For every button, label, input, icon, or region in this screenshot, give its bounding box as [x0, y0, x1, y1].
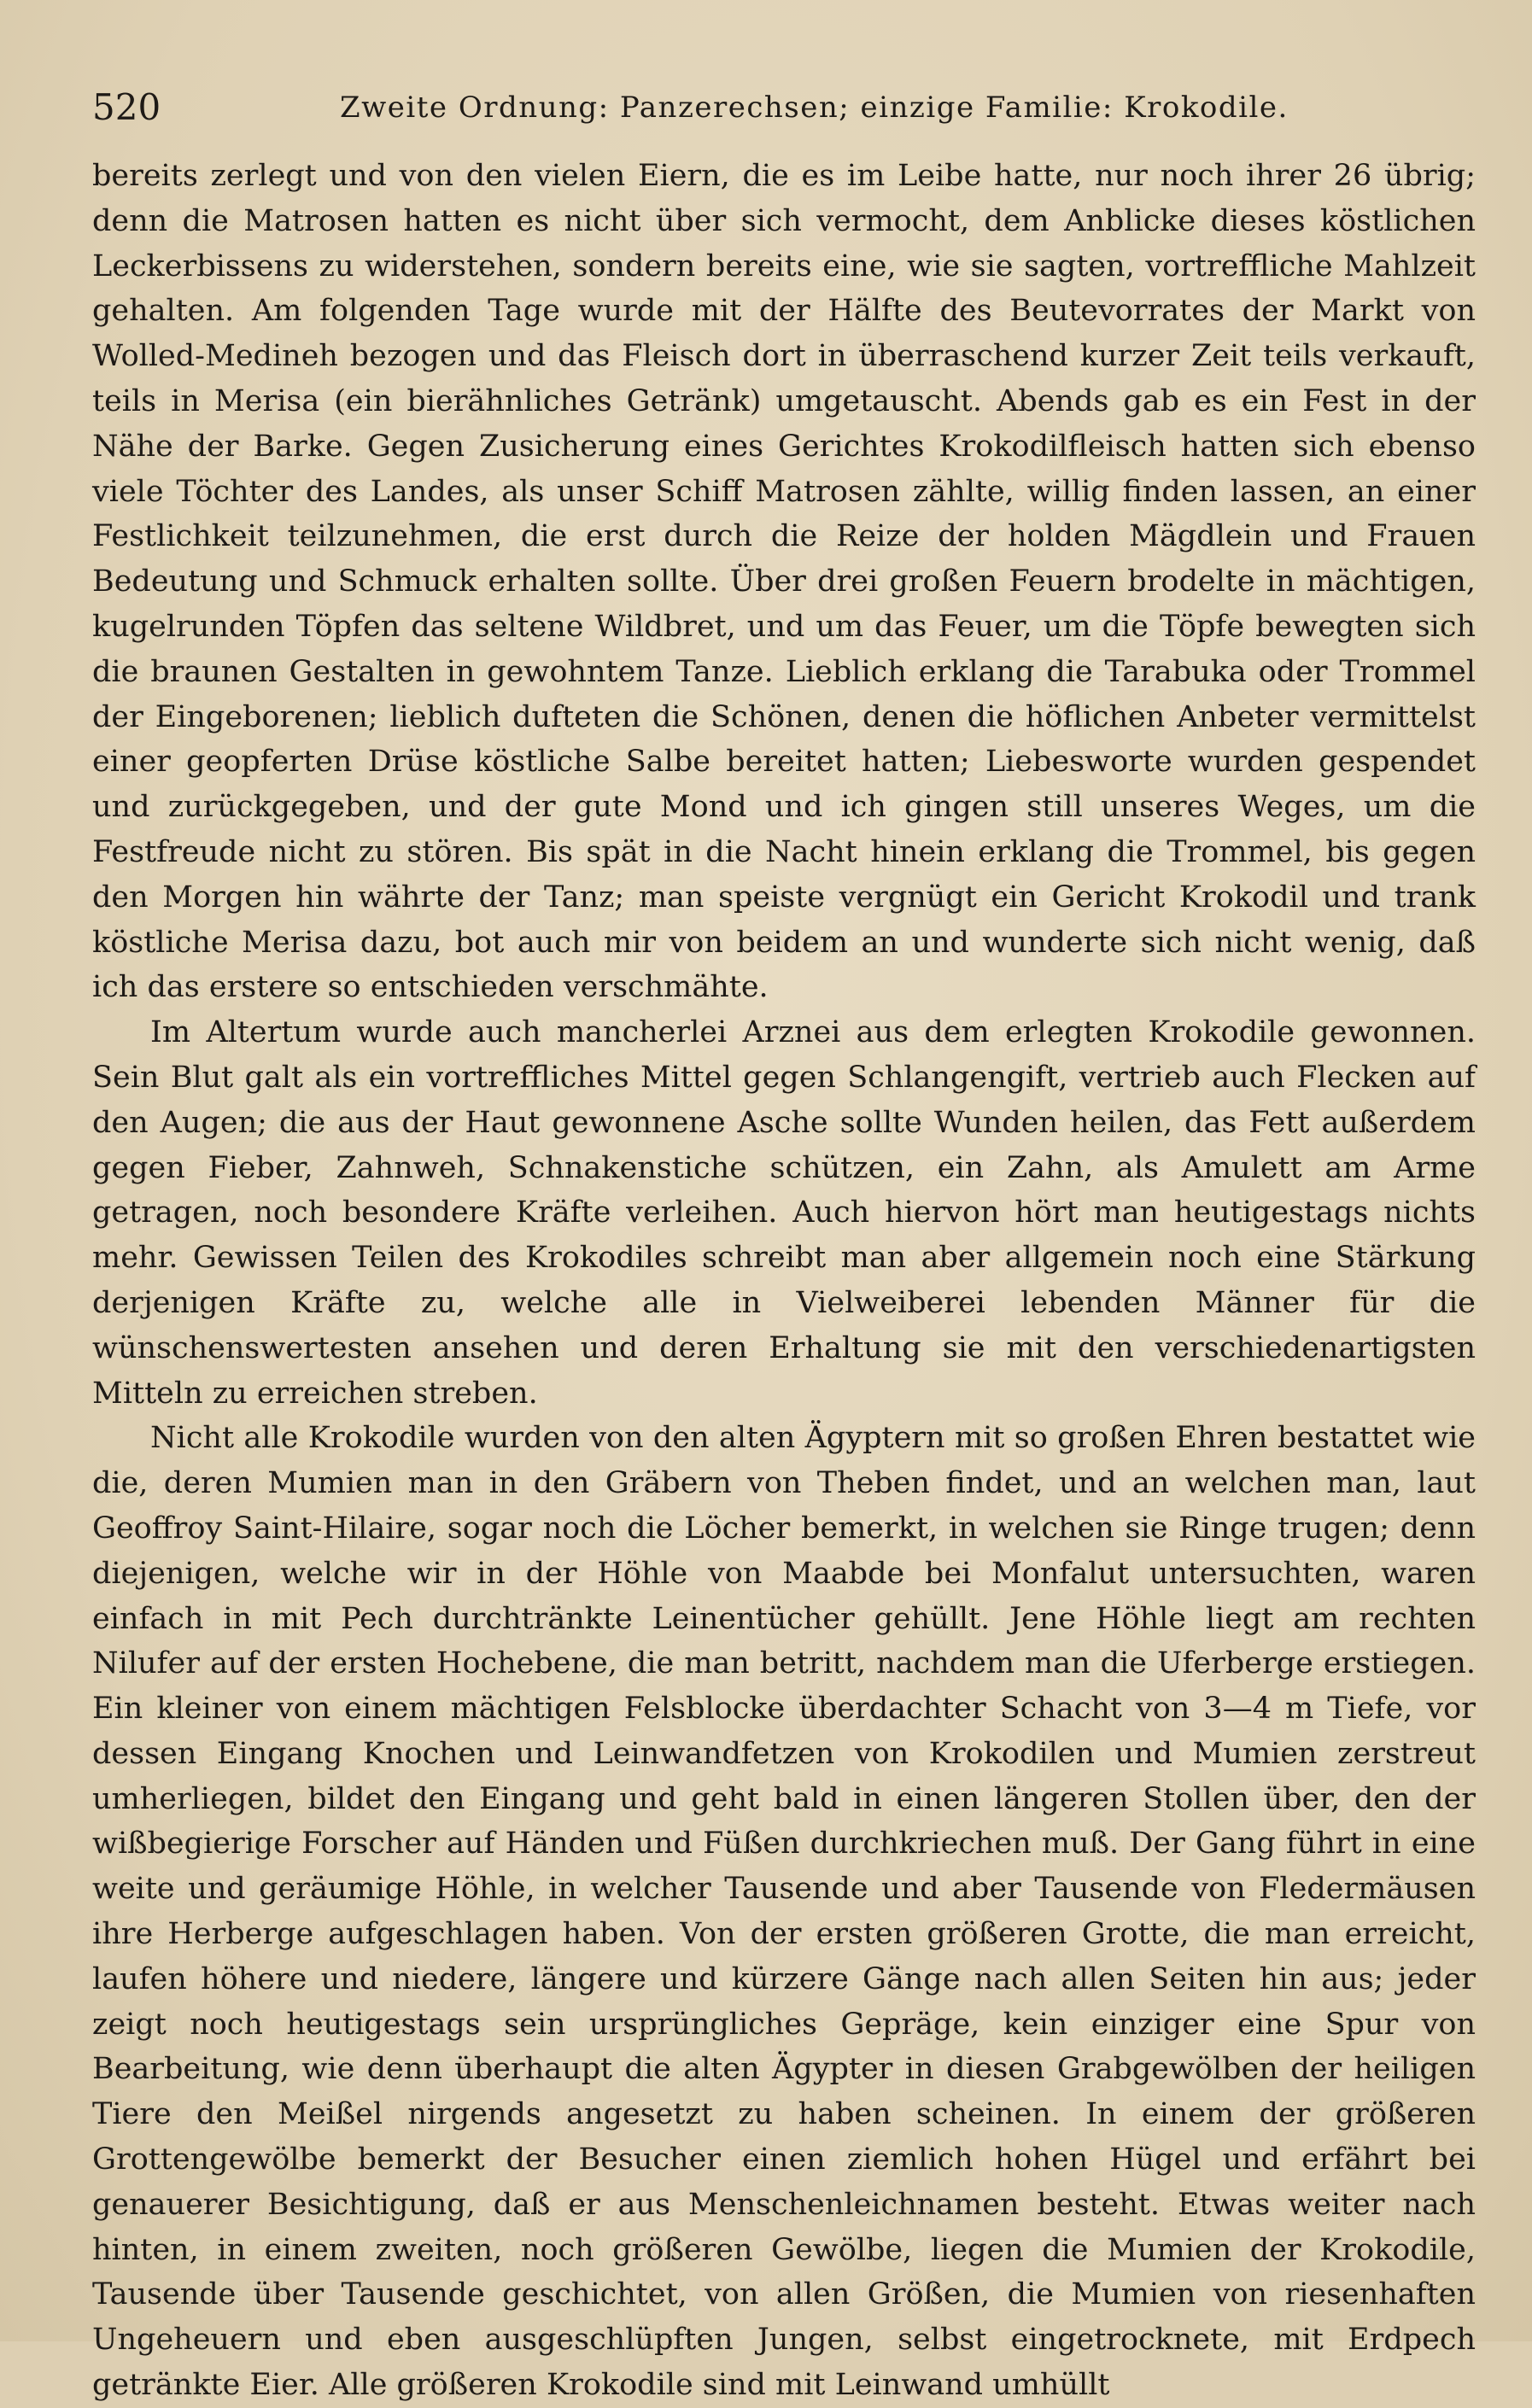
page-number: 520 — [92, 86, 161, 128]
running-head — [92, 82, 1476, 133]
paragraph-mummies: Nicht alle Krokodile wurden von den alten Ägyptern mit so großen Ehren bestattet wie die, deren Mumien man in den Gräbern von Theben findet, und an welchen man, laut Geoffroy Saint-Hilaire, sogar noch die Löcher bemerkt, in welchen sie Ringe trugen; denn diejenigen, welche wir in der Höhle von Maabde bei Monfalut untersuchten, waren einfach in mit Pech durchtränkte Leinentücher gehüllt. Jene Höhle liegt am rechten Nilufer auf der ersten Hochebene, die man betritt, nachdem man die Uferberge erstiegen. Ein kleiner von einem mächtigen Felsblocke überdachter Schacht von 3—4 m Tiefe, vor dessen Eingang Knochen und Leinwandfetzen von Krokodilen und Mumien zerstreut umherliegen, bildet den Eingang und geht bald in einen längeren Stollen über, den der wißbegierige Forscher auf Händen und Füßen durchkriechen muß. Der Gang führt in eine weite und geräumige Höhle, in welcher Tausende und aber Tausende von Fledermäusen ihre Herberge aufgeschlagen haben. Von der ersten größeren Grotte, die man erreicht, laufen höhere und niedere, längere und kürzere Gänge nach allen Seiten hin aus; jeder zeigt noch heutigestags sein ursprüngliches Gepräge, kein einziger eine Spur von Bearbeitung, wie denn überhaupt die alten Ägypter in diesen Grabgewölben der heiligen Tiere den Meißel nirgends angesetzt zu haben scheinen. In einem der größeren Grottengewölbe bemerkt der Besucher einen ziemlich hohen Hügel und erfährt bei genauerer Besichtigung, daß er aus Menschenleichnamen besteht. Etwas weiter nach hinten, in einem zweiten, noch größeren Gewölbe, liegen die Mumien der Krokodile, Tausende über Tausende geschichtet, von allen Größen, die Mumien von riesenhaften Ungeheuern und eben ausgeschlüpften Jungen, selbst eingetrocknete, mit Erdpech getränkte Eier. Alle größeren Krokodile sind mit Leinwand umhüllt — [92, 1421, 1476, 2403]
running-title: Zweite Ordnung: Panzerechsen; einzige Familie: Krokodile. — [340, 91, 1289, 125]
paragraph-continued: bereits zerlegt und von den vielen Eiern, die es im Leibe hatte, nur noch ihrer 26 übrig; denn die Matrosen hatten es nicht über sich vermocht, dem Anblicke dieses köstlichen Leckerbissens zu widerstehen, sondern bereits eine, wie sie sagten, vortreffliche Mahlzeit gehalten. Am folgenden Tage wurde mit der Hälfte des Beutevorrates der Markt von Wolled-Medineh bezogen und das Fleisch dort in überraschend kurzer Zeit teils verkauft, teils in Merisa (ein bierähnliches Getränk) umgetauscht. Abends gab es ein Fest in der Nähe der Barke. Gegen Zusicherung eines Gerichtes Krokodilfleisch hatten sich ebenso viele Töchter des Landes, als unser Schiff Matrosen zählte, willig finden lassen, an einer Festlichkeit teilzunehmen, die erst durch die Reize der holden Mägdlein und Frauen Bedeutung und Schmuck erhalten sollte. Über drei großen Feuern brodelte in mächtigen, kugelrunden Töpfen das seltene Wildbret, und um das Feuer, um die Töpfe bewegten sich die braunen Gestalten in gewohntem Tanze. Lieblich erklang die Tarabuka oder Trommel der Eingeborenen; lieblich dufteten die Schönen, denen die höflichen Anbeter vermittelst einer geopferten Drüse köstliche Salbe bereitet hatten; Liebesworte wurden gespendet und zurückgegeben, und der gute Mond und ich gingen still unseres Weges, um die Festfreude nicht zu stören. Bis spät in die Nacht hinein erklang die Trommel, bis gegen den Morgen hin währte der Tanz; man speiste vergnügt ein Gericht Krokodil und trank köstliche Merisa dazu, bot auch mir von beidem an und wunderte sich nicht wenig, daß ich das erstere so entschieden verschmähte. — [92, 159, 1476, 1005]
body-text — [92, 154, 1476, 2408]
paragraph-medicine: Im Altertum wurde auch mancherlei Arznei aus dem erlegten Krokodile gewonnen. Sein Blut galt als ein vortreffliches Mittel gegen Schlangengift, vertrieb auch Flecken auf den Augen; die aus der Haut gewonnene Asche sollte Wunden heilen, das Fett außerdem gegen Fieber, Zahnweh, Schnakenstiche schützen, ein Zahn, als Amulett am Arme getragen, noch besondere Kräfte verleihen. Auch hiervon hört man heutigestags nichts mehr. Gewissen Teilen des Krokodiles schreibt man aber allgemein noch eine Stärkung derjenigen Kräfte zu, welche alle in Vielweiberei lebenden Männer für die wünschenswertesten ansehen und deren Erhaltung sie mit den verschiedenartigsten Mitteln zu erreichen streben. — [92, 1015, 1476, 1411]
